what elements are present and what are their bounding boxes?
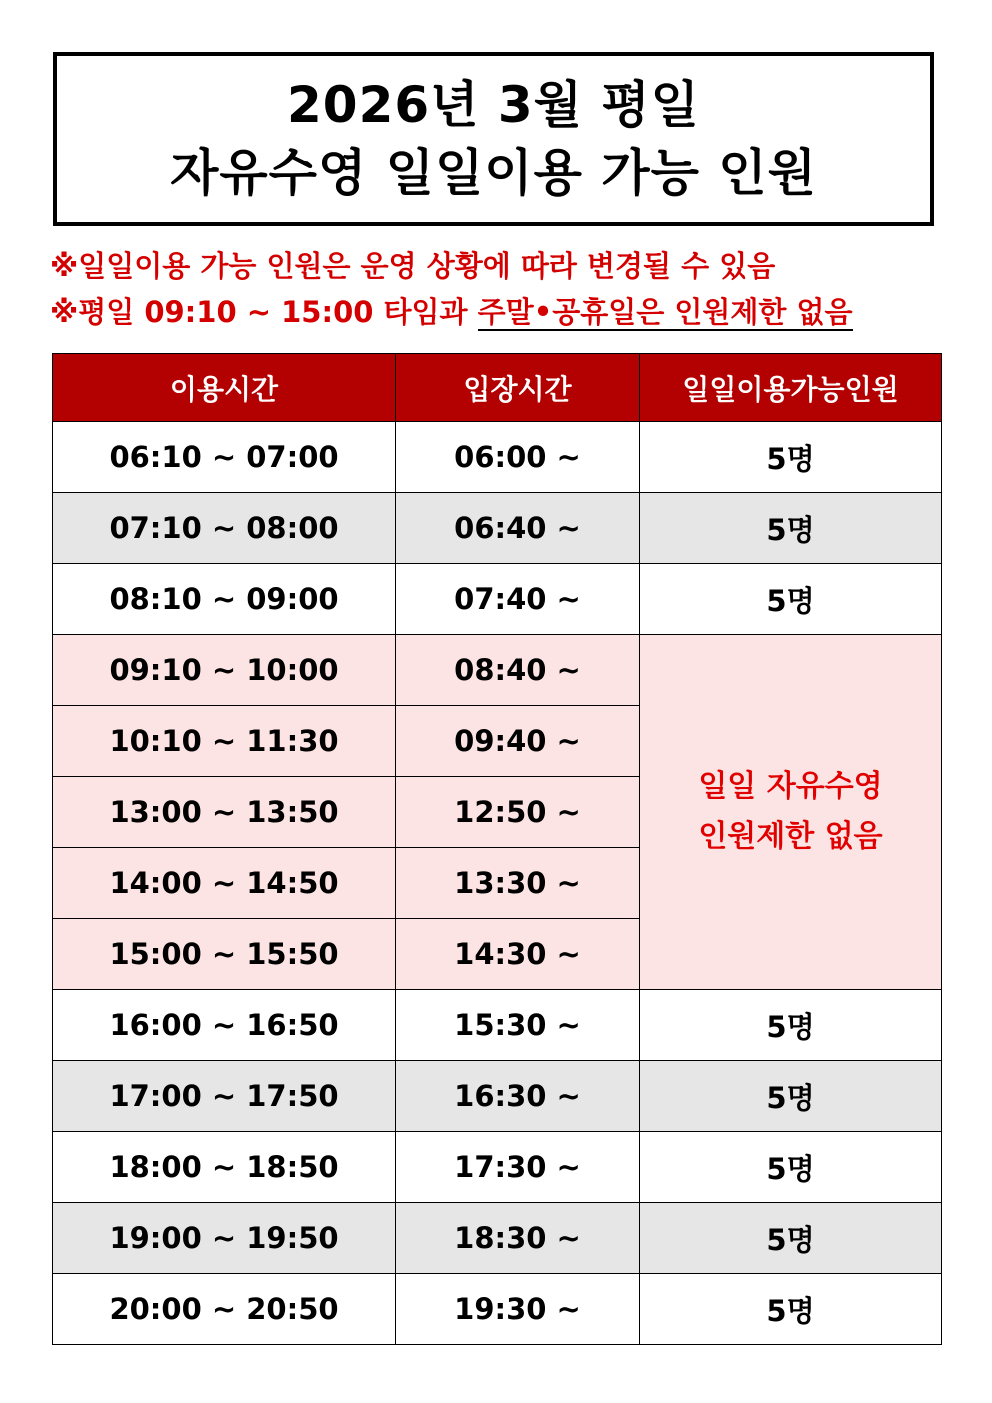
entry-time-cell: 06:00 ~ [396, 422, 640, 493]
use-time-cell: 16:00 ~ 16:50 [53, 990, 396, 1061]
no-limit-line1: 일일 자유수영 [698, 769, 883, 804]
note-capacity-change: ※일일이용 가능 인원은 운영 상황에 따라 변경될 수 있음 [50, 249, 776, 283]
table-row [53, 1203, 942, 1274]
use-time-cell: 08:10 ~ 09:00 [53, 564, 396, 635]
capacity-cell: 5명 [640, 990, 942, 1061]
use-time-cell: 13:00 ~ 13:50 [53, 777, 396, 848]
entry-time-cell: 08:40 ~ [396, 635, 640, 706]
use-time-cell: 09:10 ~ 10:00 [53, 635, 396, 706]
table-row [53, 564, 942, 635]
entry-time-cell: 14:30 ~ [396, 919, 640, 990]
table-header-row [53, 354, 942, 422]
capacity-cell: 5명 [640, 1061, 942, 1132]
capacity-cell: 5명 [640, 1132, 942, 1203]
entry-time-cell: 17:30 ~ [396, 1132, 640, 1203]
use-time-cell: 18:00 ~ 18:50 [53, 1132, 396, 1203]
use-time-cell: 17:00 ~ 17:50 [53, 1061, 396, 1132]
header-use-time: 이용시간 [53, 354, 396, 422]
table-row [53, 1274, 942, 1345]
use-time-cell: 10:10 ~ 11:30 [53, 706, 396, 777]
header-entry-time: 입장시간 [396, 354, 640, 422]
notes [50, 243, 940, 335]
table-row [53, 422, 942, 493]
note-no-limit-underlined: 주말•공휴일은 인원제한 없음 [477, 295, 853, 329]
capacity-cell: 5명 [640, 1203, 942, 1274]
entry-time-cell: 06:40 ~ [396, 493, 640, 564]
table-row [53, 635, 942, 706]
entry-time-cell: 12:50 ~ [396, 777, 640, 848]
capacity-cell: 5명 [640, 493, 942, 564]
table-row [53, 1132, 942, 1203]
entry-time-cell: 07:40 ~ [396, 564, 640, 635]
entry-time-cell: 18:30 ~ [396, 1203, 640, 1274]
page-title-line1: 2026년 3월 평일 [287, 76, 700, 134]
table-row [53, 493, 942, 564]
use-time-cell: 14:00 ~ 14:50 [53, 848, 396, 919]
note-no-limit [50, 289, 940, 335]
entry-time-cell: 16:30 ~ [396, 1061, 640, 1132]
schedule-table [52, 353, 942, 1345]
use-time-cell: 20:00 ~ 20:50 [53, 1274, 396, 1345]
table-row [53, 990, 942, 1061]
entry-time-cell: 09:40 ~ [396, 706, 640, 777]
capacity-cell: 5명 [640, 422, 942, 493]
page-title-line2: 자유수영 일일이용 가능 인원 [170, 144, 817, 202]
no-limit-merged-cell [640, 635, 942, 990]
note-no-limit-prefix: ※평일 09:10 ~ 15:00 타임과 [50, 295, 478, 329]
capacity-cell: 5명 [640, 564, 942, 635]
table-row [53, 1061, 942, 1132]
title-box [53, 52, 934, 226]
no-limit-line2: 인원제한 없음 [698, 819, 883, 854]
capacity-cell: 5명 [640, 1274, 942, 1345]
use-time-cell: 19:00 ~ 19:50 [53, 1203, 396, 1274]
entry-time-cell: 13:30 ~ [396, 848, 640, 919]
header-capacity: 일일이용가능인원 [640, 354, 942, 422]
entry-time-cell: 19:30 ~ [396, 1274, 640, 1345]
use-time-cell: 07:10 ~ 08:00 [53, 493, 396, 564]
use-time-cell: 15:00 ~ 15:50 [53, 919, 396, 990]
entry-time-cell: 15:30 ~ [396, 990, 640, 1061]
use-time-cell: 06:10 ~ 07:00 [53, 422, 396, 493]
